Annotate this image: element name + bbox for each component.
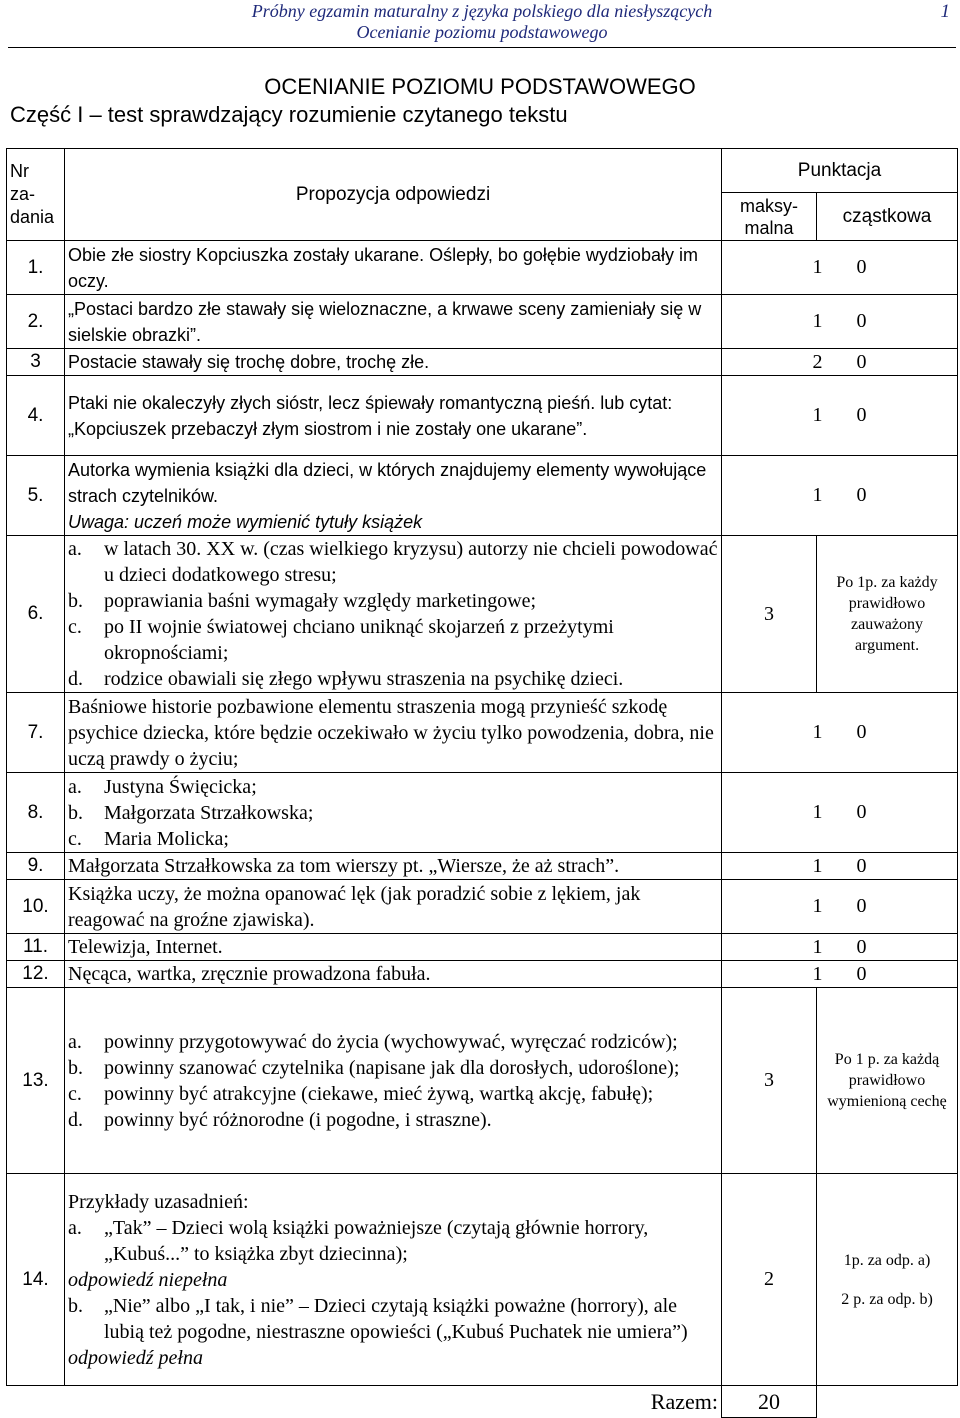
score-max: 1 [812, 801, 823, 823]
score-max: 1 [812, 484, 823, 506]
header-row-top [7, 149, 958, 193]
table-row [7, 934, 958, 961]
score-max: 1 [812, 935, 823, 958]
task-number: 5. [7, 456, 65, 536]
task-number: 9. [7, 853, 65, 880]
task-number: 11. [7, 934, 65, 961]
score-cell [722, 693, 958, 773]
score-partial: 0 [856, 962, 867, 985]
task-number: 1. [7, 241, 65, 295]
table-row [7, 693, 958, 773]
score-cell [722, 241, 958, 295]
task-number: 14. [7, 1174, 65, 1386]
score-max: 2 [812, 350, 823, 373]
score-cell [722, 349, 958, 376]
answer-note: odpowiedź niepełna [68, 1268, 228, 1291]
score-partial: 0 [856, 404, 867, 426]
table-row [7, 349, 958, 376]
answer-intro: Przykłady uzasadnień: [68, 1190, 249, 1213]
table-row [7, 1174, 958, 1386]
score-max: 1 [812, 721, 823, 743]
table-row [7, 880, 958, 934]
list-item: b. poprawiania baśni wymagały względy marketingowe; [68, 590, 537, 612]
answer-text: Obie złe siostry Kopciuszka zostały ukarane. Oślepły, bo gołębie wydziobały im oczy. [65, 241, 722, 295]
page-header [0, 0, 960, 44]
scoring-table [6, 148, 958, 1418]
answer-cell [65, 1174, 722, 1386]
list-item: d. powinny być różnorodne (i pogodne, i straszne). [68, 1108, 492, 1131]
page-number: 1 [940, 1, 950, 22]
task-number: 6. [7, 536, 65, 693]
answer-text: Książka uczy, że można opanować lęk (jak poradzić sobie z lękiem, jak reagować na groźne zjawiska). [65, 880, 722, 934]
score-partial: 0 [856, 854, 867, 877]
list-item: b. powinny szanować czytelnika (napisane jak dla dorosłych, udoroślone); [68, 1056, 680, 1079]
table-row [7, 853, 958, 880]
answer-list [65, 536, 722, 693]
score-cell [722, 934, 958, 961]
score-max: 3 [722, 988, 817, 1174]
table-row [7, 376, 958, 456]
column-header-points: Punktacja [722, 149, 958, 193]
score-partial: 0 [856, 310, 867, 332]
score-partial: 0 [856, 256, 867, 278]
score-max: 1 [812, 404, 823, 426]
score-cell [722, 773, 958, 853]
list-item: c. powinny być atrakcyjne (ciekawe, mieć żywą, wartką akcję, fabułę); [68, 1082, 654, 1105]
score-max: 3 [722, 536, 817, 693]
answer-text: „Postaci bardzo złe stawały się wieloznaczne, a krwawe sceny zamieniały się w sielskie obrazki”. [65, 295, 722, 349]
task-number: 8. [7, 773, 65, 853]
list-item: a. powinny przygotowywać do życia (wychowywać, wyręczać rodziców); [68, 1030, 678, 1053]
column-header-nr: Nr za- dania [7, 149, 65, 241]
score-max: 1 [812, 256, 823, 278]
column-header-partial: cząstkowa [817, 193, 958, 241]
score-cell [722, 295, 958, 349]
list-item: a. w latach 30. XX w. (czas wielkiego kryzysu) autorzy nie chcieli powodować u dzieci dodatkowego stresu; [68, 538, 718, 586]
list-item: a. „Tak” – Dzieci wolą książki poważniejsze (czytają głównie horrory, „Kubuś...” to książka zbyt dziecinna); [68, 1216, 649, 1265]
score-max: 1 [812, 895, 823, 917]
task-number: 12. [7, 961, 65, 988]
answer-note: odpowiedź pełna [68, 1346, 203, 1369]
list-item: c. po II wojnie światowej chciano uniknąć skojarzeń z przeżytymi okropnościami; [68, 616, 614, 664]
header-divider [8, 47, 956, 48]
answer-list [65, 988, 722, 1174]
score-max: 1 [812, 310, 823, 332]
answer-note: Uwaga: uczeń może wymienić tytuły książek [68, 511, 423, 532]
document-title: OCENIANIE POZIOMU PODSTAWOWEGO [264, 74, 696, 99]
total-row [7, 1386, 958, 1418]
task-number: 10. [7, 880, 65, 934]
answer-text: Postacie stawały się trochę dobre, trochę złe. [65, 349, 722, 376]
task-number: 13. [7, 988, 65, 1174]
score-cell [722, 880, 958, 934]
list-item: b. Małgorzata Strzałkowska; [68, 801, 314, 824]
task-number: 4. [7, 376, 65, 456]
table-row [7, 295, 958, 349]
score-cell [722, 853, 958, 880]
answer-text: Autorka wymienia książki dla dzieci, w których znajdujemy elementy wywołujące strach czytelników. [68, 459, 707, 506]
score-cell [722, 961, 958, 988]
answer-text: Baśniowe historie pozbawione elementu straszenia mogą przynieść szkodę psychice dziecka, które będzie oczekiwało w życiu tylko powodzenia, dobra, nie uczą prawdy o życiu; [65, 693, 722, 773]
column-header-max: maksy- malna [722, 193, 817, 241]
task-number: 7. [7, 693, 65, 773]
answer-list [65, 773, 722, 853]
task-number: 2. [7, 295, 65, 349]
score-partial-note: Po 1 p. za każdą prawidłowo wymienioną cechę [817, 988, 958, 1174]
score-cell [722, 456, 958, 536]
answer-cell [65, 456, 722, 536]
total-label: Razem: [65, 1386, 722, 1418]
list-item: b. „Nie” albo „I tak, i nie” – Dzieci czytają książki poważne (horrory), ale lubią też pogodne, niestraszne opowieści („Kubuś Puchatek nie umiera”) [68, 1294, 688, 1343]
score-partial: 0 [856, 935, 867, 958]
score-max: 1 [812, 962, 823, 985]
score-partial-note: Po 1p. za każdy prawidłowo zauważony argument. [817, 536, 958, 693]
list-item: c. Maria Molicka; [68, 827, 229, 850]
score-partial: 0 [856, 895, 867, 917]
answer-text: Nęcąca, wartka, zręcznie prowadzona fabuła. [65, 961, 722, 988]
list-item: d. rodzice obawiali się złego wpływu straszenia na psychikę dzieci. [68, 668, 624, 690]
table-row [7, 241, 958, 295]
score-partial: 0 [856, 801, 867, 823]
score-partial-note: 1p. za odp. a) 2 p. za odp. b) [817, 1174, 958, 1386]
table-row [7, 988, 958, 1174]
column-header-answer: Propozycja odpowiedzi [65, 149, 722, 241]
header-section-title: Ocenianie poziomu podstawowego [356, 22, 608, 42]
answer-text: Małgorzata Strzałkowska za tom wierszy pt. „Wiersze, że aż strach”. [65, 853, 722, 880]
table-row [7, 456, 958, 536]
score-cell [722, 376, 958, 456]
score-max: 2 [722, 1174, 817, 1386]
score-max: 1 [812, 854, 823, 877]
answer-text: Ptaki nie okaleczyły złych sióstr, lecz śpiewały romantyczną pieśń. lub cytat: „Kopciuszek przebaczył złym siostrom i nie zostały one ukarane”. [65, 376, 722, 456]
table-row [7, 961, 958, 988]
task-number: 3 [7, 349, 65, 376]
document-subtitle: Część I – test sprawdzający rozumienie czytanego tekstu [10, 102, 568, 127]
score-partial: 0 [856, 484, 867, 506]
score-partial: 0 [856, 721, 867, 743]
answer-text: Telewizja, Internet. [65, 934, 722, 961]
list-item: a. Justyna Święcicka; [68, 775, 257, 798]
total-value: 20 [722, 1386, 817, 1418]
table-row [7, 536, 958, 693]
table-row [7, 773, 958, 853]
score-partial: 0 [856, 350, 867, 373]
header-exam-title: Próbny egzamin maturalny z języka polskiego dla niesłyszących [251, 1, 713, 21]
